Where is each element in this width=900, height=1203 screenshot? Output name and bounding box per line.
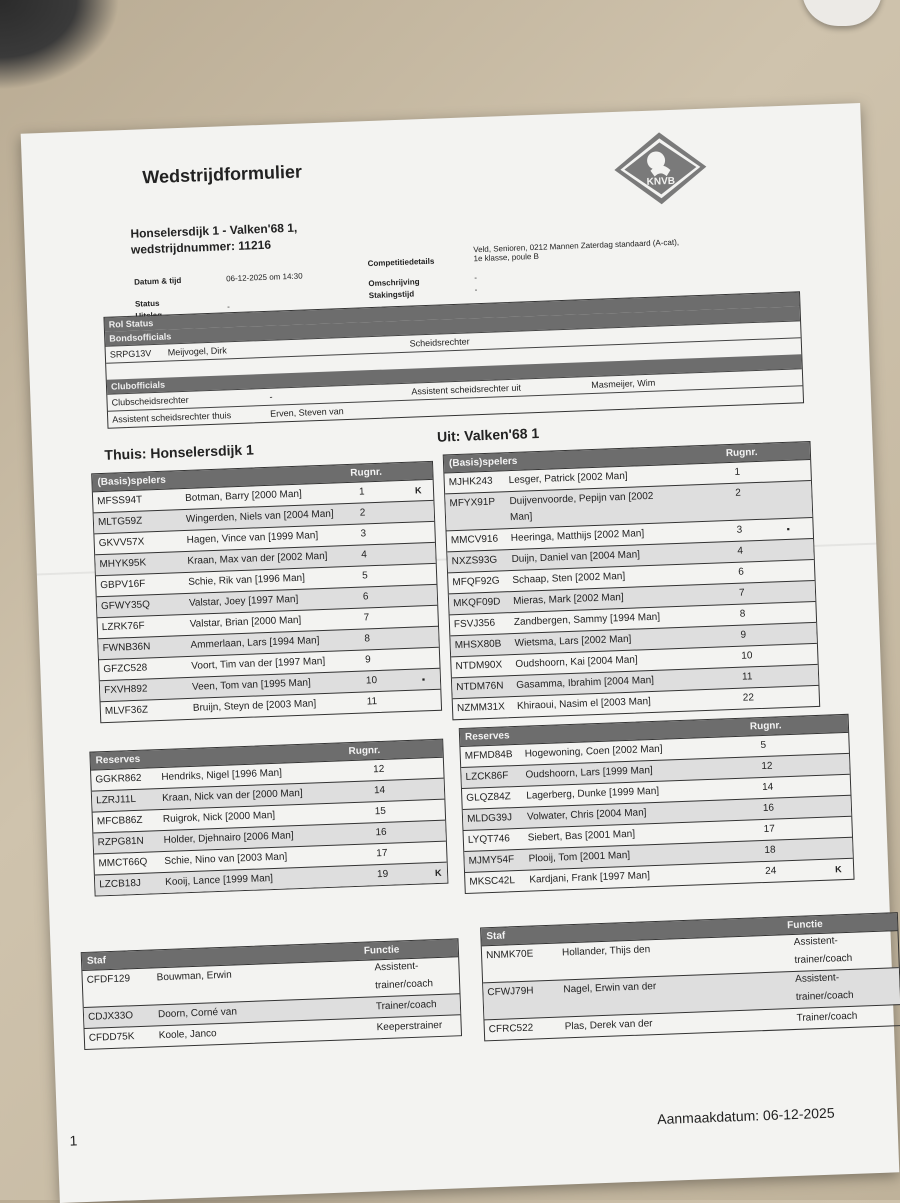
member-code: LZCB18J: [99, 877, 142, 891]
member-name: Hogewoning, Coen [2002 Man]: [524, 743, 663, 760]
member-code: NTDM76N: [456, 680, 504, 694]
shirt-number: 7: [738, 587, 745, 599]
shirt-number: 15: [374, 805, 387, 818]
suspension-value: -: [474, 285, 478, 295]
knvb-logo-text: KNVB: [646, 175, 676, 188]
shirt-number: 24: [765, 865, 777, 877]
member-code: FSVJ356: [453, 617, 496, 631]
shirt-number: 14: [373, 784, 386, 797]
member-name: Plas, Derek van der: [564, 1018, 653, 1033]
officials-col-header: Rol Status: [104, 292, 799, 331]
member-name: Plooij, Tom [2001 Man]: [528, 849, 631, 865]
member-code: MMCT66Q: [98, 856, 148, 870]
away-staff-header: Staf Functie: [481, 913, 897, 945]
coffee-cup: [802, 0, 882, 26]
home-team-title: Thuis: Honselersdijk 1: [104, 441, 255, 463]
date-value: 06-12-2025 om 14:30: [225, 271, 303, 284]
member-name: Volwater, Chris [2004 Man]: [526, 807, 647, 823]
member-name: Hendriks, Nigel [1996 Man]: [161, 767, 283, 784]
staff-function: Assistent-: [794, 972, 840, 985]
home-staff-table: [81, 938, 462, 1050]
member-name: Bruijn, Steyn de [2003 Man]: [192, 698, 317, 714]
shirt-number: 9: [740, 629, 747, 641]
member-name: Oudshoorn, Kai [2004 Man]: [515, 654, 638, 670]
member-name: Kooij, Lance [1999 Man]: [165, 873, 274, 888]
shirt-number: 4: [361, 549, 368, 561]
shirt-number: 19: [376, 868, 389, 881]
creation-date: Aanmaakdatum: 06-12-2025: [656, 1104, 835, 1128]
member-name: Siebert, Bas [2001 Man]: [527, 828, 636, 844]
member-name: Valstar, Brian [2000 Man]: [189, 614, 302, 630]
shirt-number: 1: [734, 466, 741, 478]
member-code: MFYX91P: [449, 496, 496, 510]
shirt-number: 3: [736, 524, 743, 536]
shirt-number: 17: [763, 823, 775, 835]
shirt-number: 16: [762, 802, 775, 815]
member-name: Zandbergen, Sammy [1994 Man]: [513, 611, 661, 629]
page-number: 1: [69, 1132, 78, 1149]
description-label: Omschrijving: [368, 277, 420, 289]
member-code: NZMM31X: [456, 701, 506, 715]
member-name: Holder, Djehnairo [2006 Man]: [163, 830, 294, 846]
staff-function: Assistent-: [374, 960, 419, 974]
shirt-number: 12: [761, 760, 773, 773]
competition-value: Veld, Senioren, 0212 Mannen Zaterdag standaard (A-cat), 1e klasse, poule B: [473, 237, 680, 264]
member-code: GBPV16F: [100, 578, 146, 592]
shirt-number: 10: [741, 650, 753, 662]
member-name: Voort, Tim van der [1997 Man]: [191, 655, 326, 672]
knvb-logo-icon: [611, 129, 710, 208]
member-code: FXVH892: [103, 683, 148, 697]
member-code: GFWY35Q: [100, 599, 151, 613]
page-title: Wedstrijdformulier: [141, 161, 303, 188]
member-name: Bouwman, Erwin: [156, 969, 232, 984]
home-reserves-table: [89, 739, 448, 897]
member-code: NXZS93G: [451, 554, 498, 568]
staff-function-cont: trainer/coach: [795, 989, 854, 1003]
member-code: CFDD75K: [88, 1031, 135, 1044]
away-players-table: [443, 441, 821, 720]
member-code: MFSS94T: [97, 494, 143, 508]
away-reserves-table: [459, 714, 855, 894]
shirt-number: 17: [376, 847, 388, 860]
shirt-number: 16: [375, 826, 387, 839]
member-code: LZRK76F: [101, 620, 145, 634]
match-form-paper: [21, 103, 900, 1203]
member-name: Veen, Tom van [1995 Man]: [191, 677, 311, 693]
member-code: LZRJ11L: [95, 793, 137, 807]
competition-label: Competitiedetails: [367, 256, 435, 269]
member-name: Heeringa, Matthijs [2002 Man]: [510, 528, 645, 545]
member-code: CFRC522: [488, 1022, 534, 1036]
staff-function: Trainer/coach: [375, 999, 437, 1013]
member-name: Schaap, Sten [2002 Man]: [512, 570, 626, 587]
shirt-number: 22: [742, 692, 755, 704]
member-code: MKQF09D: [452, 596, 501, 610]
member-code: NNMK70E: [485, 948, 534, 962]
member-name: Hagen, Vince van [1999 Man]: [186, 530, 319, 546]
member-name: Khiraoui, Nasim el [2003 Man]: [516, 696, 652, 712]
shirt-number: 1: [358, 486, 365, 498]
staff-function: Keeperstrainer: [376, 1019, 443, 1034]
background-shadow: [0, 0, 120, 90]
shirt-number: 9: [364, 654, 371, 666]
member-code: CDJX33O: [87, 1010, 134, 1023]
captain-mark: K: [434, 867, 442, 879]
staff-function-cont: trainer/coach: [794, 952, 853, 966]
member-code: GFZC528: [103, 662, 148, 676]
shirt-number: 7: [363, 612, 370, 624]
status-label: Status: [134, 298, 160, 309]
shirt-number: 14: [761, 781, 774, 794]
away-players-header: (Basis)spelers Rugnr.: [444, 442, 810, 472]
member-code: MHSX80B: [454, 638, 502, 652]
member-code: LYQT746: [467, 833, 511, 846]
captain-mark: K: [414, 485, 422, 496]
shirt-number: 11: [741, 671, 753, 683]
shirt-number: 8: [739, 608, 746, 620]
member-name: Duijn, Daniel van [2004 Man]: [511, 549, 641, 566]
captain-mark: ▪: [786, 523, 791, 534]
match-teams: Honselersdijk 1 - Valken'68 1,: [130, 220, 298, 241]
home-players-table: [91, 461, 442, 723]
away-staff-table: [480, 912, 900, 1041]
away-team-title: Uit: Valken'68 1: [436, 424, 540, 445]
member-name: Hollander, Thijs den: [561, 944, 651, 959]
away-reserves-header: Reserves Rugnr.: [460, 715, 848, 746]
member-code: MMCV916: [450, 533, 499, 547]
member-name: Nagel, Erwin van der: [563, 981, 657, 996]
member-code: GLQZ84Z: [466, 791, 511, 804]
member-name: Doorn, Corné van: [157, 1006, 238, 1021]
suspension-label: Stakingstijd: [368, 289, 415, 301]
shirt-number: 2: [735, 487, 742, 499]
member-name: Lesger, Patrick [2002 Man]: [508, 470, 628, 487]
member-name: Mieras, Mark [2002 Man]: [512, 591, 624, 608]
club-officials-header: Clubofficials: [107, 354, 802, 393]
staff-function: Trainer/coach: [796, 1010, 858, 1024]
member-name: Botman, Barry [2000 Man]: [184, 488, 303, 504]
staff-function: Assistent-: [793, 935, 838, 948]
member-name: Schie, Nino van [2003 Man]: [164, 851, 288, 867]
member-code: FWNB36N: [102, 641, 151, 655]
member-code: LZCK86F: [465, 770, 509, 783]
member-code: MHYK95K: [99, 557, 147, 571]
member-name: Kardjani, Frank [1997 Man]: [529, 870, 651, 886]
shirt-number: 6: [738, 566, 744, 578]
club-referee-row: Clubscheidsrechter - Assistent scheidsrechter uit Masmeijer, Wim: [107, 368, 802, 410]
shirt-number: 2: [359, 507, 366, 519]
member-code: RZPG81N: [97, 835, 145, 849]
shirt-number: 12: [373, 763, 385, 776]
home-reserves-header: Reserves Rugnr.: [90, 740, 442, 770]
shirt-number: 18: [764, 844, 776, 856]
officials-table: [103, 291, 804, 428]
member-name: Ammerlaan, Lars [1994 Man]: [190, 635, 320, 651]
shirt-number: 10: [365, 675, 378, 687]
date-label: Datum & tijd: [134, 275, 182, 287]
status-value: -: [226, 302, 230, 312]
member-code: MLTG59Z: [97, 515, 143, 529]
match-number: wedstrijdnummer: 11216: [130, 237, 272, 257]
member-code: MLVF36Z: [104, 704, 149, 718]
member-name: Oudshoorn, Lars [1999 Man]: [525, 765, 653, 781]
shirt-number: 11: [366, 696, 378, 708]
shirt-number: 6: [362, 591, 369, 603]
member-code: MLDG39J: [466, 812, 513, 825]
member-code: GKVV57X: [98, 536, 145, 550]
member-name: Lagerberg, Dunke [1999 Man]: [526, 785, 660, 802]
member-name: Koole, Janco: [158, 1028, 217, 1042]
description-value: -: [474, 273, 478, 283]
home-players-header: (Basis)spelers Rugnr.: [92, 462, 432, 491]
member-name: Wietsma, Lars [2002 Man]: [514, 633, 632, 649]
member-name-cont: Man]: [509, 511, 533, 524]
member-name: Schie, Rik van [1996 Man]: [188, 572, 306, 588]
member-code: CFWJ79H: [487, 985, 534, 999]
member-code: MKSC42L: [469, 875, 516, 888]
member-code: MFMD84B: [464, 749, 513, 762]
member-code: NTDM90X: [455, 659, 503, 673]
shirt-number: 8: [364, 633, 371, 645]
member-code: MFQF92G: [452, 575, 500, 589]
match-title: [130, 220, 298, 258]
member-code: MJMY54F: [468, 854, 515, 867]
member-name: Gasamma, Ibrahim [2004 Man]: [516, 674, 655, 691]
shirt-number: 5: [760, 739, 767, 752]
shirt-number: 4: [737, 545, 744, 557]
member-name: Duijvenvoorde, Pepijn van [2002: [509, 490, 654, 508]
shirt-number: 5: [361, 570, 368, 582]
home-staff-header: Staf Functie: [82, 939, 458, 970]
member-code: CFDF129: [86, 973, 131, 986]
member-code: GGKR862: [95, 772, 142, 786]
member-name: Ruigrok, Nick [2000 Man]: [162, 809, 276, 825]
captain-mark: K: [834, 864, 842, 875]
member-code: MFCB86Z: [96, 814, 143, 828]
member-code: MJHK243: [448, 475, 493, 489]
member-name: Wingerden, Niels van [2004 Man]: [185, 508, 334, 525]
captain-mark: ▪: [421, 674, 426, 685]
member-name: Kraan, Max van der [2002 Man]: [187, 550, 328, 567]
assistant-home-row: Assistent scheidsrechter thuis Erven, Steven van: [108, 385, 803, 427]
staff-function-cont: trainer/coach: [374, 978, 434, 992]
member-name: Valstar, Joey [1997 Man]: [188, 593, 299, 609]
shirt-number: 3: [360, 528, 367, 540]
member-name: Kraan, Nick van der [2000 Man]: [161, 787, 303, 805]
bond-official-row: SRPG13V Meijvogel, Dirk Scheidsrechter: [106, 320, 801, 362]
bond-officials-header: Bondsofficials: [105, 306, 800, 345]
